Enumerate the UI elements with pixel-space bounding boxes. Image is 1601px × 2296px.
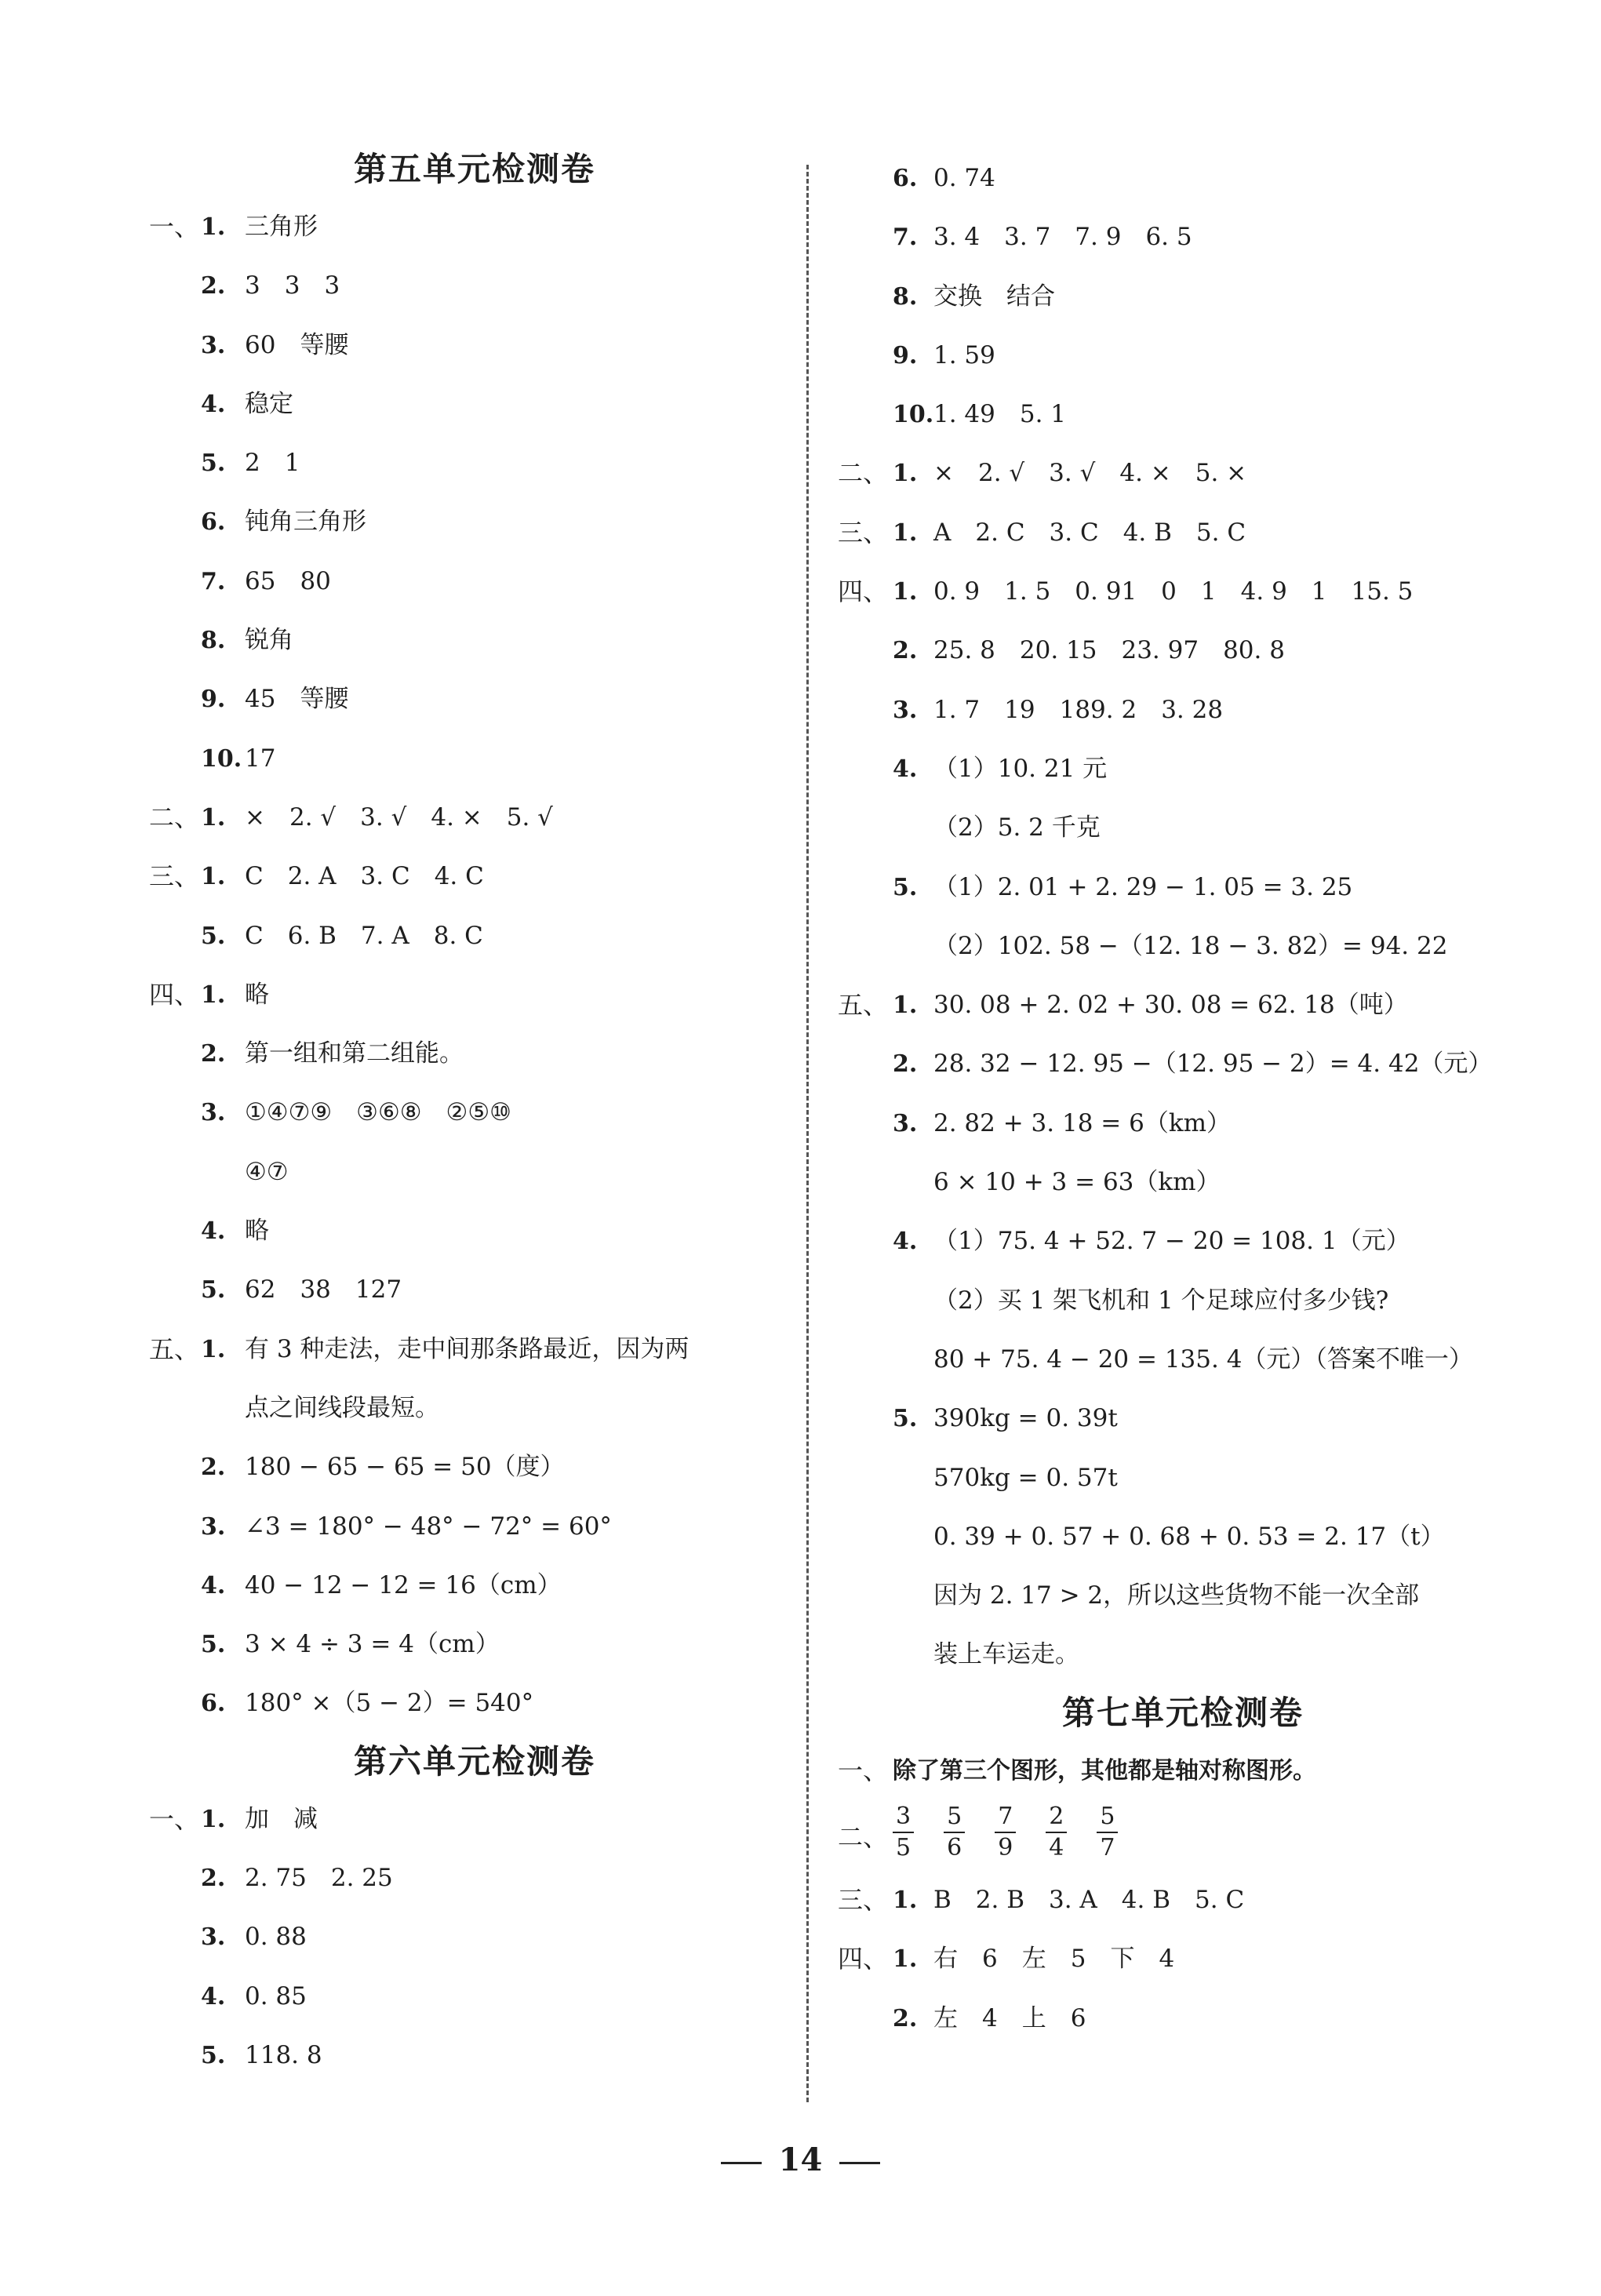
answer-line <box>838 1035 1528 1093</box>
answer-text: 除了第三个图形，其他都是轴对称图形。 <box>893 1756 1316 1785</box>
answer-text: 118. 8 <box>245 2040 322 2069</box>
answer-line <box>149 2026 800 2085</box>
question-number: 1. <box>893 992 918 1020</box>
answer-text: 右 6 左 5 下 4 <box>933 1945 1175 1974</box>
answer-text: 180° ×（5 − 2）= 540° <box>245 1689 534 1718</box>
answer-text: 2. 82 + 3. 18 = 6（km） <box>933 1108 1232 1137</box>
question-number: 2. <box>201 1865 226 1893</box>
answer-line <box>838 858 1528 917</box>
answer-text: 点之间线段最短。 <box>245 1393 439 1422</box>
question-number: 8. <box>201 627 226 655</box>
question-number: 4. <box>201 390 226 418</box>
fractions-list <box>893 1802 1118 1863</box>
answer-text: （2）5. 2 千克 <box>933 813 1101 842</box>
fraction-denominator: 4 <box>1049 1834 1064 1862</box>
answer-line <box>149 552 800 611</box>
section-label: 二、 <box>838 1822 889 1853</box>
question-number: 4. <box>893 1228 918 1256</box>
answer-text: 62 38 127 <box>245 1275 402 1304</box>
question-number: 4. <box>201 1217 226 1246</box>
answer-line <box>838 1330 1528 1389</box>
answer-text: A 2. C 3. C 4. B 5. C <box>933 518 1246 547</box>
answer-text: 390kg = 0. 39t <box>933 1404 1118 1433</box>
answer-text: 0. 88 <box>245 1923 307 1952</box>
answer-text: 25. 8 20. 15 23. 97 80. 8 <box>933 636 1285 665</box>
question-number: 5. <box>201 1631 226 1659</box>
answer-line <box>838 326 1528 385</box>
answer-line <box>149 257 800 315</box>
answer-line <box>838 1625 1528 1684</box>
question-number: 9. <box>201 686 226 714</box>
answer-line <box>149 1908 800 1967</box>
answer-line <box>838 385 1528 444</box>
answer-line <box>838 1930 1528 1989</box>
fraction-numerator: 3 <box>893 1802 914 1833</box>
answer-text: 有 3 种走法，走中间那条路最近，因为两 <box>245 1334 690 1363</box>
fraction <box>944 1802 965 1863</box>
unit7-title: 第七单元检测卷 <box>1061 1693 1304 1732</box>
question-number: 3. <box>893 1109 918 1137</box>
answer-line <box>149 1083 800 1142</box>
answer-text: 2 1 <box>245 449 300 478</box>
answer-line <box>149 1024 800 1083</box>
section-label: 二、 <box>838 458 889 489</box>
answer-text: （2）买 1 架飞机和 1 个足球应付多少钱? <box>933 1286 1389 1315</box>
answer-text: ①④⑦⑨ ③⑥⑧ ②⑤⑩ <box>245 1098 511 1127</box>
answer-line <box>838 149 1528 208</box>
section-label: 五、 <box>149 1334 200 1364</box>
fraction-numerator: 2 <box>1046 1802 1067 1833</box>
answer-text: 加 减 <box>245 1804 318 1833</box>
answer-text: 45 等腰 <box>245 685 349 714</box>
question-number: 1. <box>893 1887 918 1915</box>
answer-text: 左 4 上 6 <box>933 2003 1086 2032</box>
answer-text: 略 <box>245 1217 269 1246</box>
answer-line <box>838 208 1528 267</box>
question-number: 1. <box>201 803 226 831</box>
answer-text: 1. 49 5. 1 <box>933 400 1067 429</box>
section-label: 一、 <box>149 1803 200 1834</box>
answer-line <box>149 1202 800 1261</box>
fraction-denominator: 7 <box>1100 1834 1115 1862</box>
question-number: 7. <box>201 567 226 595</box>
answer-text: 1. 59 <box>933 340 995 369</box>
question-number: 3. <box>201 1512 226 1541</box>
answer-text: 2. 75 2. 25 <box>245 1864 393 1893</box>
answer-text: 3. 4 3. 7 7. 9 6. 5 <box>933 223 1192 252</box>
fraction-denominator: 5 <box>896 1834 911 1862</box>
answer-line <box>838 681 1528 740</box>
answer-line <box>149 1261 800 1319</box>
answer-line <box>149 788 800 847</box>
answer-text: 第一组和第二组能。 <box>245 1039 464 1068</box>
fraction-denominator: 6 <box>947 1834 962 1862</box>
section-label: 一、 <box>149 212 200 242</box>
answer-line <box>838 1153 1528 1212</box>
question-number: 5. <box>201 1276 226 1304</box>
fraction <box>995 1802 1016 1863</box>
answer-line <box>149 1556 800 1615</box>
answer-line <box>149 1674 800 1733</box>
answer-line <box>838 504 1528 562</box>
answer-line <box>149 847 800 906</box>
answer-text: 锐角 <box>245 626 293 655</box>
answer-text: 0. 74 <box>933 164 995 192</box>
answer-text: 60 等腰 <box>245 330 349 359</box>
fraction <box>893 1802 914 1863</box>
page-number-value: 14 <box>778 2141 823 2178</box>
answer-text: B 2. B 3. A 4. B 5. C <box>933 1886 1245 1915</box>
answer-text: 17 <box>245 744 276 773</box>
answer-line <box>838 799 1528 857</box>
answer-text: 28. 32 − 12. 95 −（12. 95 − 2）= 4. 42（元） <box>933 1050 1493 1079</box>
unit5-answers <box>149 198 800 1734</box>
question-number: 3. <box>201 1099 226 1127</box>
right-column <box>838 149 1528 2048</box>
answer-text: 0. 39 + 0. 57 + 0. 68 + 0. 53 = 2. 17（t） <box>933 1522 1445 1551</box>
answer-text: 65 80 <box>245 566 331 595</box>
answer-line <box>838 917 1528 976</box>
question-number: 5. <box>201 2041 226 2069</box>
answer-text: 装上车运走。 <box>933 1640 1079 1669</box>
section-label: 三、 <box>838 517 889 548</box>
answer-line <box>838 976 1528 1035</box>
answer-line <box>149 1497 800 1556</box>
answer-text: 3 × 4 ÷ 3 = 4（cm） <box>245 1630 500 1659</box>
answer-line <box>838 621 1528 680</box>
question-number: 3. <box>201 1923 226 1952</box>
answer-text: 180 − 65 − 65 = 50（度） <box>245 1453 565 1482</box>
fraction-denominator: 9 <box>998 1834 1013 1862</box>
answer-line <box>838 1212 1528 1271</box>
fraction <box>1046 1802 1067 1863</box>
answer-line <box>838 1449 1528 1508</box>
answer-line <box>149 434 800 493</box>
question-number: 4. <box>201 1982 226 2010</box>
answer-text: （1）10. 21 元 <box>933 754 1108 783</box>
answer-line <box>838 740 1528 799</box>
answer-text: 三角形 <box>245 213 318 241</box>
fraction <box>1097 1802 1118 1863</box>
question-number: 4. <box>201 1571 226 1599</box>
answer-line <box>838 1094 1528 1153</box>
answer-line <box>838 1871 1528 1930</box>
answer-line <box>149 1967 800 2026</box>
answer-text: 6 × 10 + 3 = 63（km） <box>933 1168 1221 1197</box>
answer-text: 3 3 3 <box>245 271 340 300</box>
unit7-fractions-row <box>838 1800 1528 1871</box>
question-number: 9. <box>893 341 918 369</box>
answer-line <box>838 1566 1528 1625</box>
answer-text: 1. 7 19 189. 2 3. 28 <box>933 695 1224 724</box>
answer-line <box>149 611 800 670</box>
question-number: 6. <box>201 1690 226 1718</box>
answer-text: × 2. √ 3. √ 4. × 5. × <box>933 459 1247 488</box>
answer-line <box>838 267 1528 326</box>
question-number: 1. <box>893 519 918 547</box>
answer-line <box>149 375 800 434</box>
answer-line <box>838 1508 1528 1566</box>
question-number: 10. <box>201 744 242 773</box>
question-number: 10. <box>893 401 934 429</box>
answer-text: 0. 9 1. 5 0. 91 0 1 4. 9 1 15. 5 <box>933 577 1414 606</box>
answer-line <box>149 1615 800 1674</box>
question-number: 3. <box>201 331 226 359</box>
section-label: 三、 <box>838 1885 889 1916</box>
question-number: 2. <box>201 1454 226 1482</box>
question-number: 7. <box>893 224 918 252</box>
column-divider <box>806 165 809 2102</box>
question-number: 1. <box>201 1335 226 1363</box>
section-label: 二、 <box>149 802 200 832</box>
section-label: 四、 <box>149 979 200 1010</box>
section-label: 四、 <box>838 1944 889 1974</box>
question-number: 1. <box>201 863 226 891</box>
section-label: 一、 <box>838 1755 889 1785</box>
question-number: 1. <box>201 981 226 1009</box>
section-label: 四、 <box>838 577 889 607</box>
answer-line <box>149 1438 800 1497</box>
answer-line <box>149 1320 800 1379</box>
answer-line <box>149 1143 800 1202</box>
answer-text: 30. 08 + 2. 02 + 30. 08 = 62. 18（吨） <box>933 991 1408 1020</box>
question-number: 2. <box>893 2004 918 2032</box>
answer-text: 80 + 75. 4 − 20 = 135. 4（元）（答案不唯一） <box>933 1344 1473 1374</box>
answer-text: 略 <box>245 980 269 1009</box>
answer-line <box>149 316 800 375</box>
section-label: 三、 <box>149 861 200 892</box>
question-number: 1. <box>893 578 918 606</box>
answer-text: 稳定 <box>245 389 293 418</box>
answer-line <box>838 1389 1528 1448</box>
unit6-answers <box>149 1790 800 2085</box>
question-number: 2. <box>893 1050 918 1079</box>
question-number: 2. <box>201 272 226 300</box>
answer-line <box>149 1790 800 1849</box>
page-number <box>0 2141 1601 2178</box>
question-number: 1. <box>893 460 918 488</box>
answer-text: 0. 85 <box>245 1981 307 2010</box>
question-number: 5. <box>893 1405 918 1433</box>
question-number: 6. <box>201 508 226 537</box>
answer-line <box>838 1272 1528 1330</box>
answer-line <box>149 907 800 966</box>
left-column <box>149 141 800 2085</box>
question-number: 8. <box>893 282 918 311</box>
answer-line <box>149 966 800 1024</box>
answer-line <box>149 493 800 551</box>
answer-text: ④⑦ <box>245 1157 289 1186</box>
answer-line <box>149 1379 800 1438</box>
question-number: 1. <box>893 1945 918 1974</box>
question-number: 5. <box>893 873 918 901</box>
section-label: 五、 <box>838 990 889 1021</box>
answer-line <box>149 1849 800 1908</box>
answer-line <box>838 444 1528 503</box>
answer-text: 钝角三角形 <box>245 508 366 537</box>
answer-line <box>838 562 1528 621</box>
question-number: 2. <box>201 1040 226 1068</box>
fraction-numerator: 7 <box>995 1802 1016 1833</box>
answer-text: × 2. √ 3. √ 4. × 5. √ <box>245 802 553 831</box>
unit5-title: 第五单元检测卷 <box>353 150 595 188</box>
answer-text: （1）2. 01 + 2. 29 − 1. 05 = 3. 25 <box>933 872 1353 901</box>
unit7-line-1 <box>838 1741 1528 1800</box>
question-number: 5. <box>201 922 226 950</box>
unit7-answers <box>838 1871 1528 2048</box>
answer-line <box>149 198 800 257</box>
answer-text: 交换 结合 <box>933 282 1055 311</box>
answer-text: 570kg = 0. 57t <box>933 1463 1118 1492</box>
question-number: 2. <box>893 637 918 665</box>
answer-text: 因为 2. 17 > 2，所以这些货物不能一次全部 <box>933 1581 1420 1610</box>
answer-line <box>838 1989 1528 2048</box>
question-number: 5. <box>201 449 226 478</box>
answer-text: C 6. B 7. A 8. C <box>245 921 483 950</box>
answer-line <box>149 670 800 729</box>
fraction-numerator: 5 <box>944 1802 965 1833</box>
answer-text: ∠3 = 180° − 48° − 72° = 60° <box>245 1512 612 1541</box>
answer-text: （1）75. 4 + 52. 7 − 20 = 108. 1（元） <box>933 1227 1410 1256</box>
fraction-numerator: 5 <box>1097 1802 1118 1833</box>
unit6-title: 第六单元检测卷 <box>353 1741 595 1781</box>
answer-line <box>149 730 800 788</box>
unit6-answers-continued <box>838 149 1528 1685</box>
question-number: 6. <box>893 165 918 192</box>
question-number: 1. <box>201 1805 226 1833</box>
answer-text: C 2. A 3. C 4. C <box>245 862 484 891</box>
answer-text: 40 − 12 − 12 = 16（cm） <box>245 1570 562 1599</box>
question-number: 1. <box>201 213 226 241</box>
question-number: 3. <box>893 696 918 724</box>
question-number: 4. <box>893 755 918 783</box>
answer-text: （2）102. 58 −（12. 18 − 3. 82）= 94. 22 <box>933 931 1448 960</box>
